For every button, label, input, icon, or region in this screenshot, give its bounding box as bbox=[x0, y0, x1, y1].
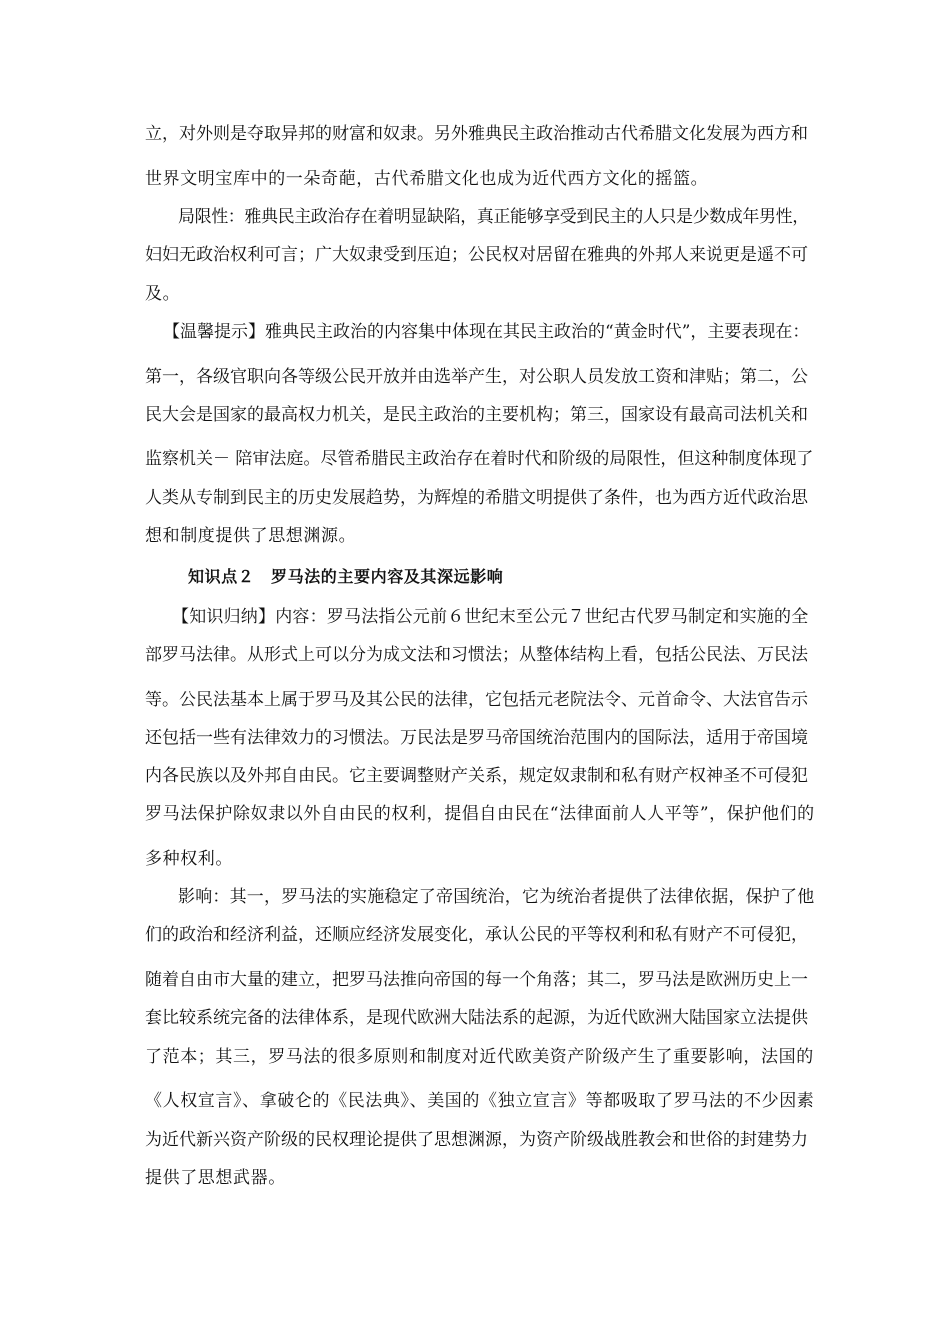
paragraph-line: 们的政治和经济利益，还顺应经济发展变化，承认公民的平等权利和私有财产不可侵犯， bbox=[145, 925, 808, 945]
paragraph-line: 局限性：雅典民主政治存在着明显缺陷，真正能够享受到民主的人只是少数成年男性， bbox=[178, 207, 809, 227]
paragraph-line: 想和制度提供了思想渊源。 bbox=[145, 526, 357, 546]
paragraph-line: 提供了思想武器。 bbox=[145, 1168, 286, 1188]
paragraph-line: 影响：其一，罗马法的实施稳定了帝国统治，它为统治者提供了法律依据，保护了他 bbox=[178, 887, 815, 907]
paragraph-line: 世界文明宝库中的一朵奇葩，古代希腊文化也成为近代西方文化的摇篮。 bbox=[145, 169, 709, 189]
paragraph-line: 【知识归纳】内容：罗马法指公元前６世纪末至公元７世纪古代罗马制定和实施的全 bbox=[172, 607, 809, 627]
paragraph-line: 监察机关－ 陪审法庭。尽管希腊民主政治存在着时代和阶级的局限性，但这种制度体现了 bbox=[145, 449, 814, 469]
paragraph-line: 多种权利。 bbox=[145, 849, 233, 869]
section-heading: 知识点２ 罗马法的主要内容及其深远影响 bbox=[188, 567, 504, 586]
paragraph-line: 部罗马法律。从形式上可以分为成文法和习惯法；从整体结构上看，包括公民法、万民法 bbox=[145, 645, 808, 665]
paragraph-line: 套比较系统完备的法律体系，是现代欧洲大陆法系的起源，为近代欧洲大陆国家立法提供 bbox=[145, 1008, 808, 1028]
paragraph-line: 内各民族以及外邦自由民。它主要调整财产关系，规定奴隶制和私有财产权神圣不可侵犯 bbox=[145, 766, 808, 786]
paragraph-line: 罗马法保护除奴隶以外自由民的权利，提倡自由民在“法律面前人人平等”，保护他们的 bbox=[145, 804, 815, 824]
paragraph-line: 还包括一些有法律效力的习惯法。万民法是罗马帝国统治范围内的国际法，适用于帝国境 bbox=[145, 728, 808, 748]
paragraph-line: 民大会是国家的最高权力机关，是民主政治的主要机构；第三，国家设有最高司法机关和 bbox=[145, 405, 808, 425]
paragraph-line: 【温馨提示】雅典民主政治的内容集中体现在其民主政治的“黄金时代”，主要表现在： bbox=[163, 322, 810, 342]
paragraph-line: 妇妇无政治权利可言；广大奴隶受到压迫；公民权对居留在雅典的外邦人来说更是遥不可 bbox=[145, 245, 808, 265]
paragraph-line: 随着自由市大量的建立，把罗马法推向帝国的每一个角落；其二，罗马法是欧洲历史上一 bbox=[145, 970, 808, 990]
paragraph-line: 立，对外则是夺取异邦的财富和奴隶。另外雅典民主政治推动古代希腊文化发展为西方和 bbox=[145, 124, 808, 144]
paragraph-line: 第一，各级官职向各等级公民开放并由选举产生，对公职人员发放工资和津贴；第二，公 bbox=[145, 367, 808, 387]
paragraph-line: 《人权宣言》、拿破仑的《民法典》、美国的《独立宣言》等都吸取了罗马法的不少因素 bbox=[145, 1091, 815, 1111]
paragraph-line: 为近代新兴资产阶级的民权理论提供了思想渊源，为资产阶级战胜教会和世俗的封建势力 bbox=[145, 1130, 808, 1150]
paragraph-line: 人类从专制到民主的历史发展趋势，为辉煌的希腊文明提供了条件，也为西方近代政治思 bbox=[145, 488, 808, 508]
paragraph-line: 了范本；其三，罗马法的很多原则和制度对近代欧美资产阶级产生了重要影响，法国的 bbox=[145, 1047, 814, 1067]
paragraph-line: 等。公民法基本上属于罗马及其公民的法律，它包括元老院法令、元首命令、大法官告示 bbox=[145, 690, 808, 710]
paragraph-line: 及。 bbox=[145, 284, 181, 304]
